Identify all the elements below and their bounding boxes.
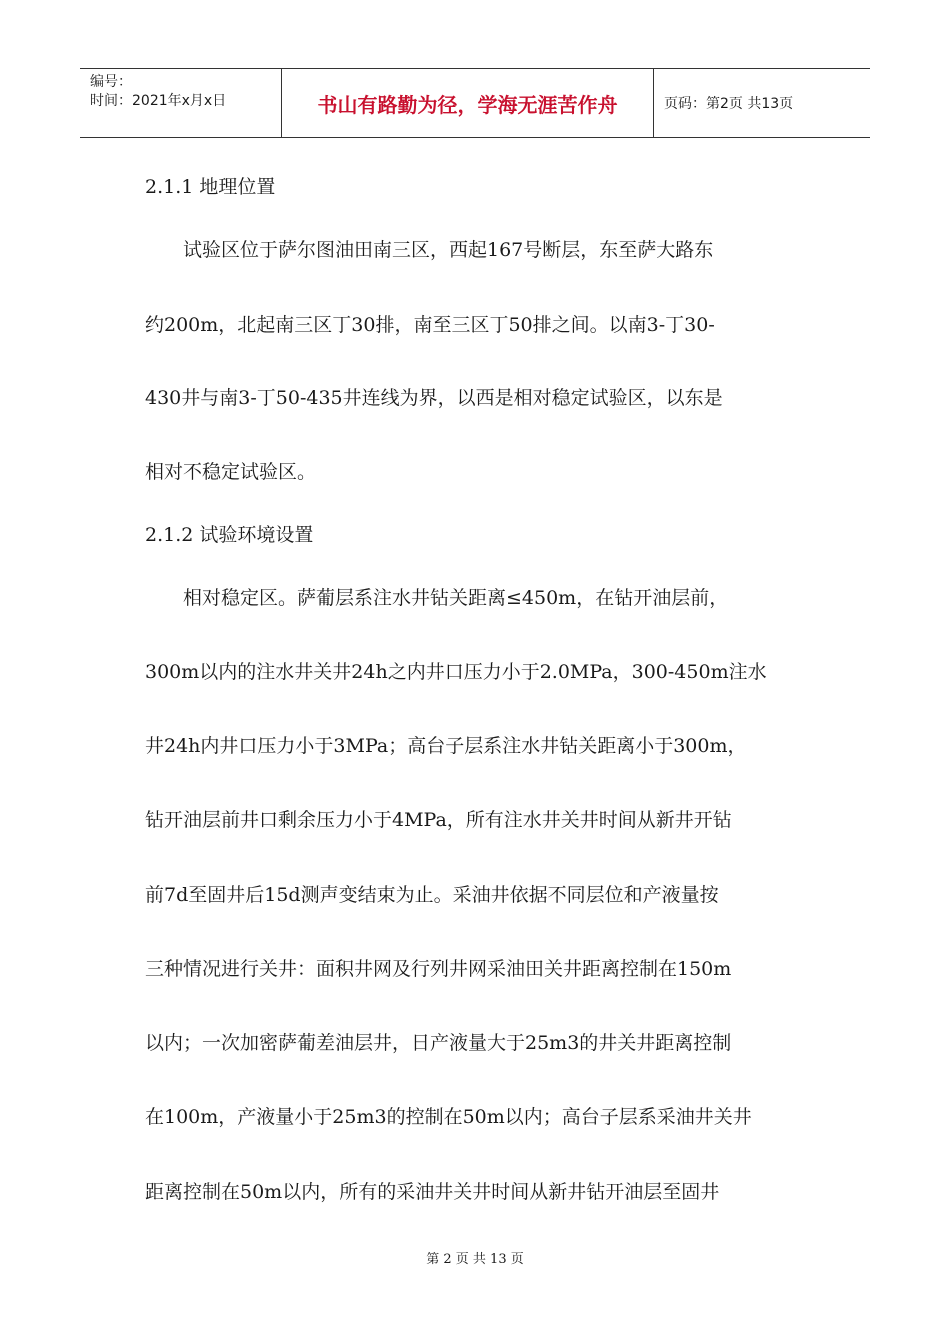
header-motto: 书山有路勤为径，学海无涯苦作舟 xyxy=(282,69,654,137)
text-line: 300m以内的注水井关井24h之内井口压力小于2.0MPa，300-450m注水 xyxy=(145,661,767,683)
page-footer: 第 2 页 共 13 页 xyxy=(426,1252,524,1267)
text-line: 在100m，产液量小于25m3的控制在50m以内；高台子层系采油井关井 xyxy=(145,1106,752,1128)
document-header xyxy=(80,68,870,138)
text-line: 距离控制在50m以内，所有的采油井关井时间从新井钻开油层至固井 xyxy=(145,1181,720,1203)
header-time: 时间：2021年x月x日 xyxy=(90,93,227,109)
text-line: 井24h内井口压力小于3MPa；高台子层系注水井钻关距离小于300m， xyxy=(145,735,747,757)
header-page-info: 页码：第2页 共13页 xyxy=(664,96,794,112)
text-line: 以内；一次加密萨葡差油层井，日产液量大于25m3的井关井距离控制 xyxy=(145,1032,732,1054)
text-line: 相对不稳定试验区。 xyxy=(145,461,317,483)
section-heading-2-1-1: 2.1.1 地理位置 xyxy=(145,176,276,198)
text-line: 前7d至固井后15d测声变结束为止。采油井依据不同层位和产液量按 xyxy=(145,884,719,906)
text-line: 相对稳定区。萨葡层系注水井钻关距离≤450m，在钻开油层前， xyxy=(145,587,729,609)
header-meta xyxy=(80,69,282,137)
text-line: 试验区位于萨尔图油田南三区，西起167号断层，东至萨大路东 xyxy=(145,239,714,261)
header-number: 编号： xyxy=(90,74,132,90)
text-line: 430井与南3-丁50-435井连线为界，以西是相对稳定试验区，以东是 xyxy=(145,387,723,409)
section-heading-2-1-2: 2.1.2 试验环境设置 xyxy=(145,524,314,546)
text-line: 三种情况进行关井：面积井网及行列井网采油田关井距离控制在150m xyxy=(145,958,732,980)
text-line: 约200m，北起南三区丁30排，南至三区丁50排之间。以南3-丁30- xyxy=(145,314,715,336)
text-line: 钻开油层前井口剩余压力小于4MPa，所有注水井关井时间从新井开钻 xyxy=(145,809,732,831)
